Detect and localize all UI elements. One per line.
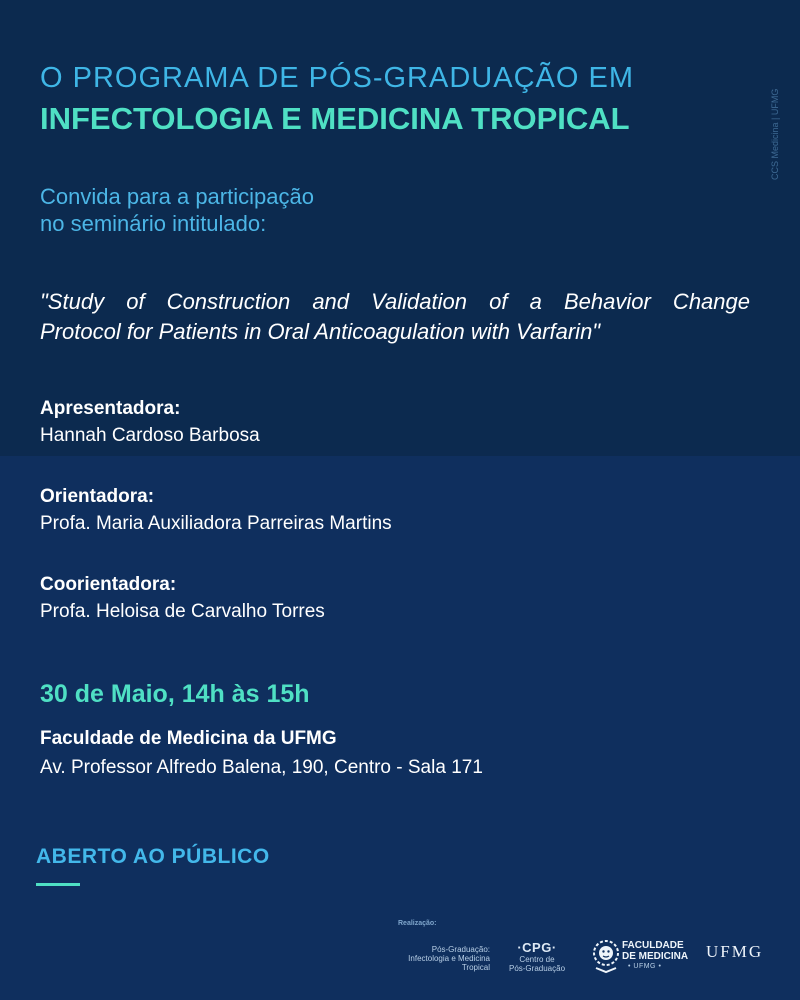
cpg-title: ·CPG· — [517, 940, 557, 955]
coadvisor-label: Coorientadora: — [40, 574, 177, 595]
fac-ufmg: • UFMG • — [628, 963, 662, 970]
coadvisor-block — [40, 574, 325, 623]
lion-emblem-icon — [592, 938, 620, 974]
venue-block — [40, 728, 483, 779]
pos-line3: Tropical — [461, 963, 490, 972]
pos-graduacao-logo — [390, 945, 490, 972]
venue-name: Faculdade de Medicina da UFMG — [40, 728, 337, 749]
coadvisor-name: Profa. Heloisa de Carvalho Torres — [40, 601, 325, 622]
advisor-name: Profa. Maria Auxiliadora Parreiras Martins — [40, 513, 392, 534]
advisor-label: Orientadora: — [40, 486, 155, 507]
program-title-line1: O PROGRAMA DE PÓS-GRADUAÇÃO EM — [40, 62, 634, 94]
cpg-line1: Centro de — [519, 955, 555, 964]
presenter-name: Hannah Cardoso Barbosa — [40, 425, 260, 446]
advisor-block — [40, 486, 392, 535]
pos-line2: Infectologia e Medicina — [408, 954, 490, 963]
faculdade-medicina-logo — [592, 936, 700, 976]
cpg-line2: Pós-Graduação — [508, 964, 566, 973]
invite-line2: no seminário intitulado: — [40, 211, 267, 236]
program-title-line2: INFECTOLOGIA E MEDICINA TROPICAL — [40, 101, 630, 136]
fac-line2: DE MEDICINA — [622, 951, 689, 962]
seminar-title-line2: Protocol for Patients in Oral Anticoagulation with Varfarin" — [40, 319, 601, 344]
seminar-title — [40, 287, 750, 347]
realizacao-label: Realização: — [398, 920, 437, 927]
seminar-title-line1: "Study of Construction and Validation of a Behavior Change — [40, 289, 750, 314]
event-date-time: 30 de Maio, 14h às 15h — [40, 680, 310, 708]
cpg-logo — [502, 940, 572, 973]
invite-text — [40, 183, 314, 237]
presenter-block — [40, 398, 260, 447]
presenter-label: Apresentadora: — [40, 398, 181, 419]
side-credit: CCS Medicina | UFMG — [770, 88, 780, 180]
ufmg-logo: UFMG — [706, 942, 764, 961]
open-to-public: ABERTO AO PÚBLICO — [36, 845, 270, 868]
venue-address: Av. Professor Alfredo Balena, 190, Centro - Sala 171 — [40, 757, 483, 778]
fac-line1: FACULDADE — [622, 940, 684, 951]
open-underline — [36, 883, 80, 886]
invite-line1: Convida para a participação — [40, 184, 314, 209]
pos-line1: Pós-Graduação: — [431, 945, 490, 954]
